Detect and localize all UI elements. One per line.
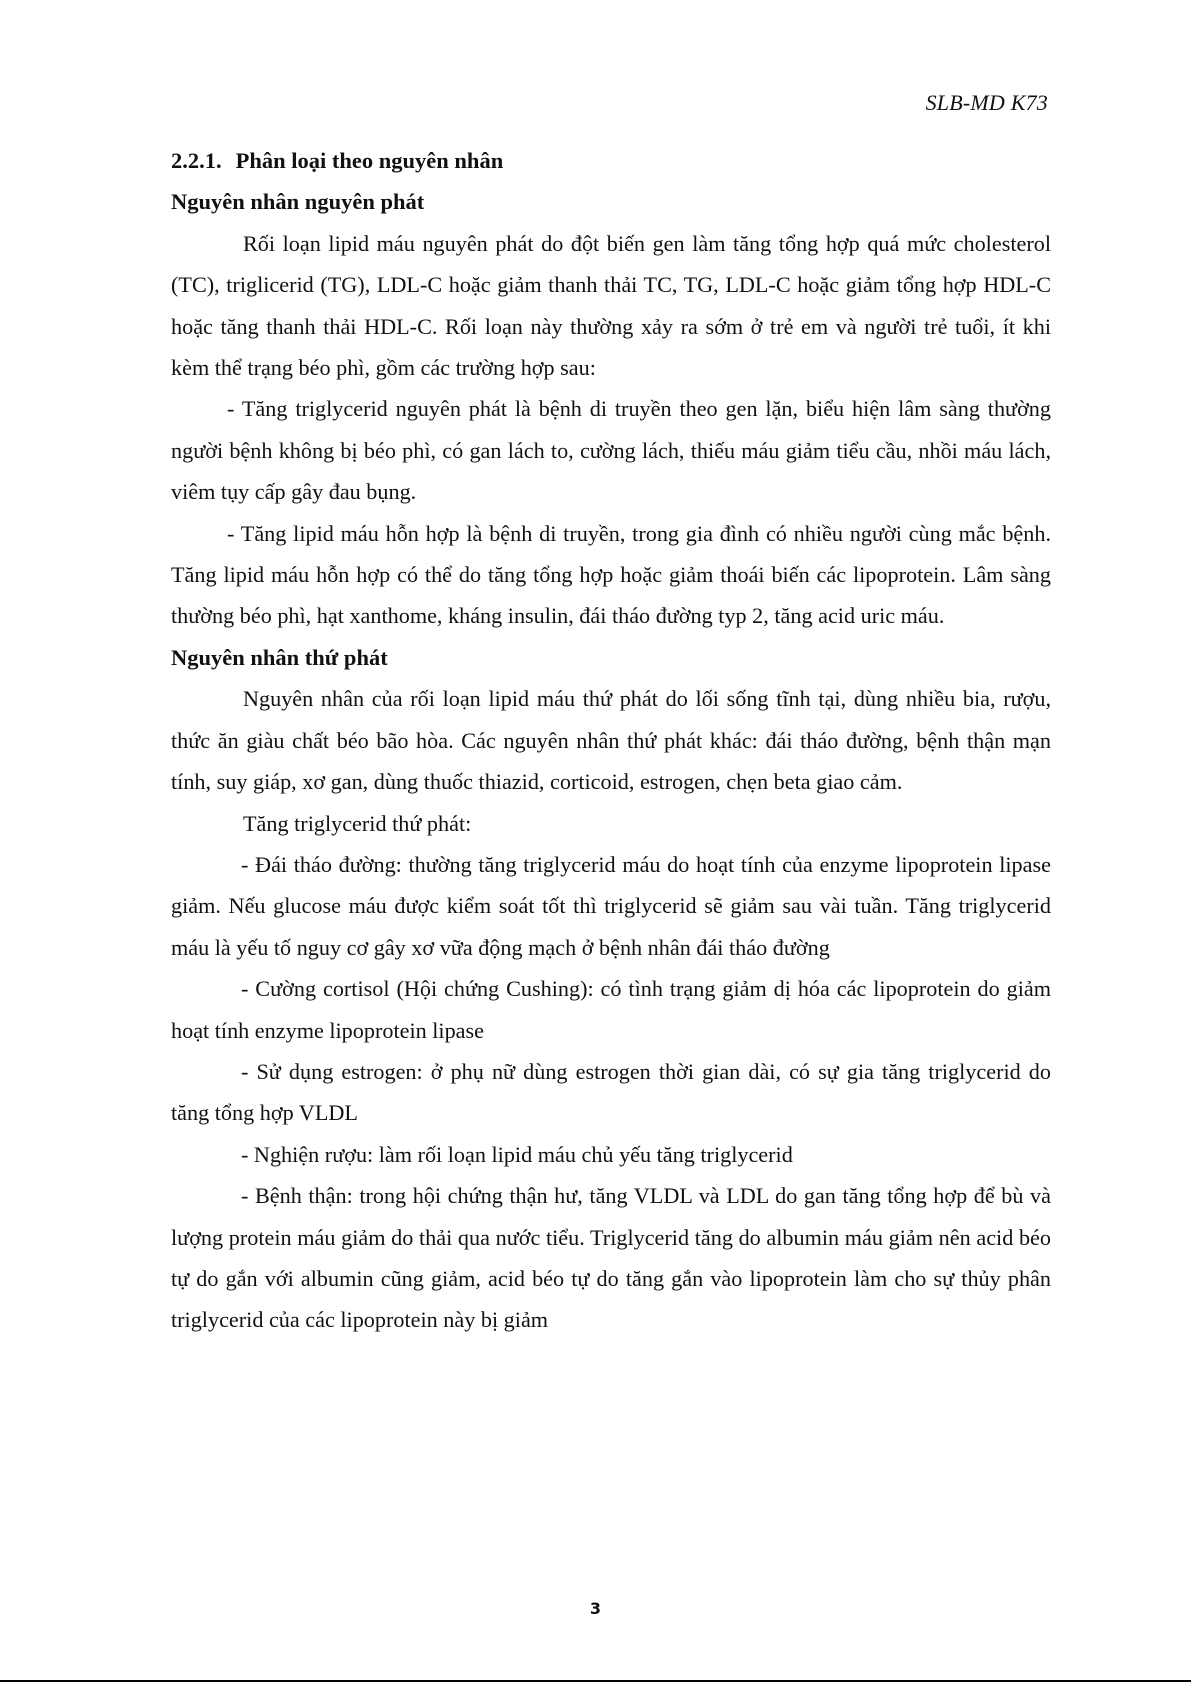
primary-cause-heading: Nguyên nhân nguyên phát: [171, 189, 425, 215]
secondary-cause-item: - Sử dụng estrogen: ở phụ nữ dùng estrogen thời gian dài, có sự gia tăng triglycerid do tăng tổng hợp VLDL: [171, 1058, 1051, 1126]
section-heading: [171, 140, 1051, 181]
secondary-tg-lead: Tăng triglycerid thứ phát:: [243, 810, 472, 836]
secondary-cause-intro: Nguyên nhân của rối loạn lipid máu thứ phát do lối sống tĩnh tại, dùng nhiều bia, rượu, thức ăn giàu chất béo bão hòa. Các nguyên nhân thứ phát khác: đái tháo đường, bệnh thận mạn tính, suy giáp, xơ gan, dùng thuốc thiazid, corticoid, estrogen, chẹn beta giao cảm.: [171, 686, 1051, 795]
secondary-cause-item: - Đái tháo đường: thường tăng triglycerid máu do hoạt tính của enzyme lipoprotein lipase giảm. Nếu glucose máu được kiểm soát tốt thì triglycerid sẽ giảm sau vài tuần. Tăng triglycerid máu là yếu tố nguy cơ gây xơ vữa động mạch ở bệnh nhân đái tháo đường: [171, 851, 1051, 960]
primary-cause-item: - Tăng lipid máu hỗn hợp là bệnh di truyền, trong gia đình có nhiều người cùng mắc bệnh. Tăng lipid máu hỗn hợp có thể do tăng tổng hợp hoặc giảm thoái biến các lipoprotein. Lâm sàng thường béo phì, hạt xanthome, kháng insulin, đái tháo đường typ 2, tăng acid uric máu.: [171, 520, 1051, 629]
bottom-divider: [0, 1680, 1191, 1682]
page-content: [171, 140, 1051, 1341]
page-number: 3: [589, 1599, 602, 1618]
primary-cause-item: - Tăng triglycerid nguyên phát là bệnh di truyền theo gen lặn, biểu hiện lâm sàng thường người bệnh không bị béo phì, có gan lách to, cường lách, thiếu máu giảm tiểu cầu, nhồi máu lách, viêm tụy cấp gây đau bụng.: [171, 396, 1051, 505]
secondary-cause-item: - Cường cortisol (Hội chứng Cushing): có tình trạng giảm dị hóa các lipoprotein do giảm hoạt tính enzyme lipoprotein lipase: [171, 976, 1051, 1043]
document-code: SLB-MD K73: [925, 90, 1048, 115]
secondary-cause-item: - Nghiện rượu: làm rối loạn lipid máu chủ yếu tăng triglycerid: [241, 1141, 793, 1167]
secondary-cause-item: - Bệnh thận: trong hội chứng thận hư, tăng VLDL và LDL do gan tăng tổng hợp để bù và lượng protein máu giảm do thải qua nước tiểu. Triglycerid tăng do albumin máu giảm nên acid béo tự do gắn với albumin cũng giảm, acid béo tự do tăng gắn vào lipoprotein làm cho sự thủy phân triglycerid của các lipoprotein này bị giảm: [171, 1183, 1051, 1333]
section-title: Phân loại theo nguyên nhân: [235, 148, 504, 173]
section-number: 2.2.1.: [171, 148, 222, 173]
primary-cause-intro: Rối loạn lipid máu nguyên phát do đột biến gen làm tăng tổng hợp quá mức cholesterol (TC), triglicerid (TG), LDL-C hoặc giảm thanh thải TC, TG, LDL-C hoặc giảm tổng hợp HDL-C hoặc tăng thanh thải HDL-C. Rối loạn này thường xảy ra sớm ở trẻ em và người trẻ tuổi, ít khi kèm thể trạng béo phì, gồm các trường hợp sau:: [171, 230, 1051, 381]
secondary-cause-heading: Nguyên nhân thứ phát: [171, 644, 388, 670]
